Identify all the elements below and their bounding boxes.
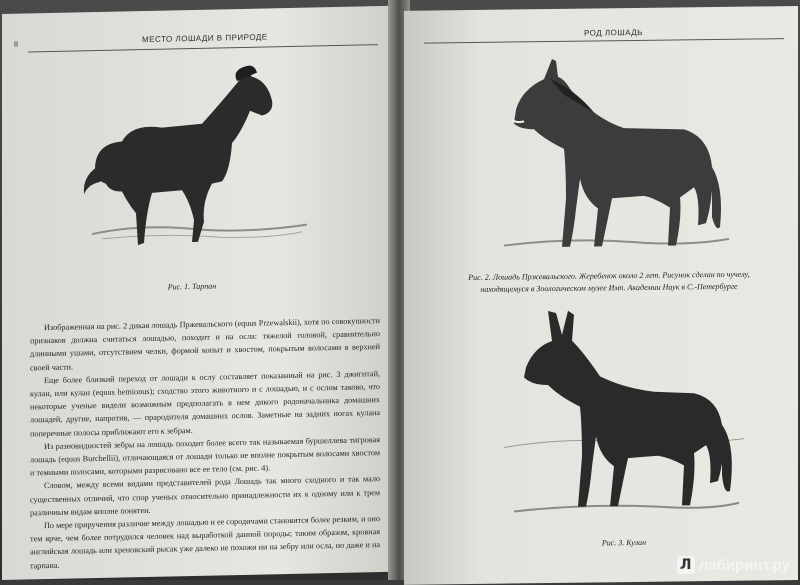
paragraph-1: Изображенная на рис. 2 дикая лошадь Пржевальского (equus Przewalskii), хотя по совокупности признаков должна считаться лошадью, походит и на осла: тяжелой головой, сравнительно длинными ушами, отсутствием челки, формой копыт и хвостом, покрытым волосами в верхней своей части. bbox=[30, 316, 380, 373]
left-page bbox=[2, 6, 394, 580]
figure2-caption: Рис. 2. Лошадь Пржевальского. Жеребенок около 2 лет. Рисунок сделан по чучелу, находящемуся в Зоологическом музее Имп. Академии Наук в С.-Петербурге bbox=[468, 269, 750, 294]
labirint-badge-icon: Л bbox=[677, 556, 695, 574]
watermark-logo bbox=[677, 556, 790, 574]
page-number: 8 bbox=[14, 39, 18, 49]
przewalski-horse-illustration bbox=[494, 47, 734, 265]
running-head-left: МЕСТО ЛОШАДИ В ПРИРОДЕ bbox=[142, 32, 268, 45]
header-rule-right bbox=[424, 38, 784, 43]
paragraph-3: Из разновидностей зебры на лошадь походит более всего так называемая буршеллева тигровая лошадь (equus Burchellii), отличающаяся от лошади только не вполне покрытым волосами хвостом и темными полосами, которыми разрисовано все ее тело (см. рис. 4). bbox=[30, 434, 380, 478]
right-page bbox=[404, 6, 798, 585]
paragraph-5: По мере приручения различие между лошадью и ее сородичами становится более резким, и оно тем ярче, чем более потрудился человек над выработкой данной породы; таким образом, кровная английская лошадь или хреновский рысак уже далеко не похожи ни на зебру или осла, но даже и на тарпана. bbox=[30, 514, 380, 571]
watermark-text: лабиринт.ру bbox=[698, 556, 790, 574]
kulan-illustration bbox=[504, 295, 744, 528]
paragraph-4: Словом, между всеми видами представителей рода Лошадь так много сходного и так мало существенных отличий, что спор ученых относительно принадлежности их к одному или к трем различным видам вполне понятен. bbox=[30, 474, 380, 518]
paragraph-2: Еще более близкий переход от лошади к ослу составляет показанный на рис. 3 джигитай, кулан, или кулан (equus hemionus); сходство этого животного и с лошадью, и с ослом таково, что некоторые ученые видели возможным предполагать в нем дикого родоначальника домашних лошадей, другие, напротив, — прародителя домашних ослов. Заметные на задних ногах кулана поперечные полосы приближают его к зебрам. bbox=[30, 368, 380, 439]
left-body-text bbox=[30, 314, 380, 572]
figure3-caption: Рис. 3. Кулан bbox=[601, 537, 647, 548]
tarpan-illustration bbox=[82, 60, 312, 265]
header-rule-left bbox=[28, 44, 378, 52]
running-head-right: РОД ЛОШАДЬ bbox=[584, 27, 643, 38]
figure1-caption: Рис. 1. Тарпан bbox=[167, 281, 217, 292]
